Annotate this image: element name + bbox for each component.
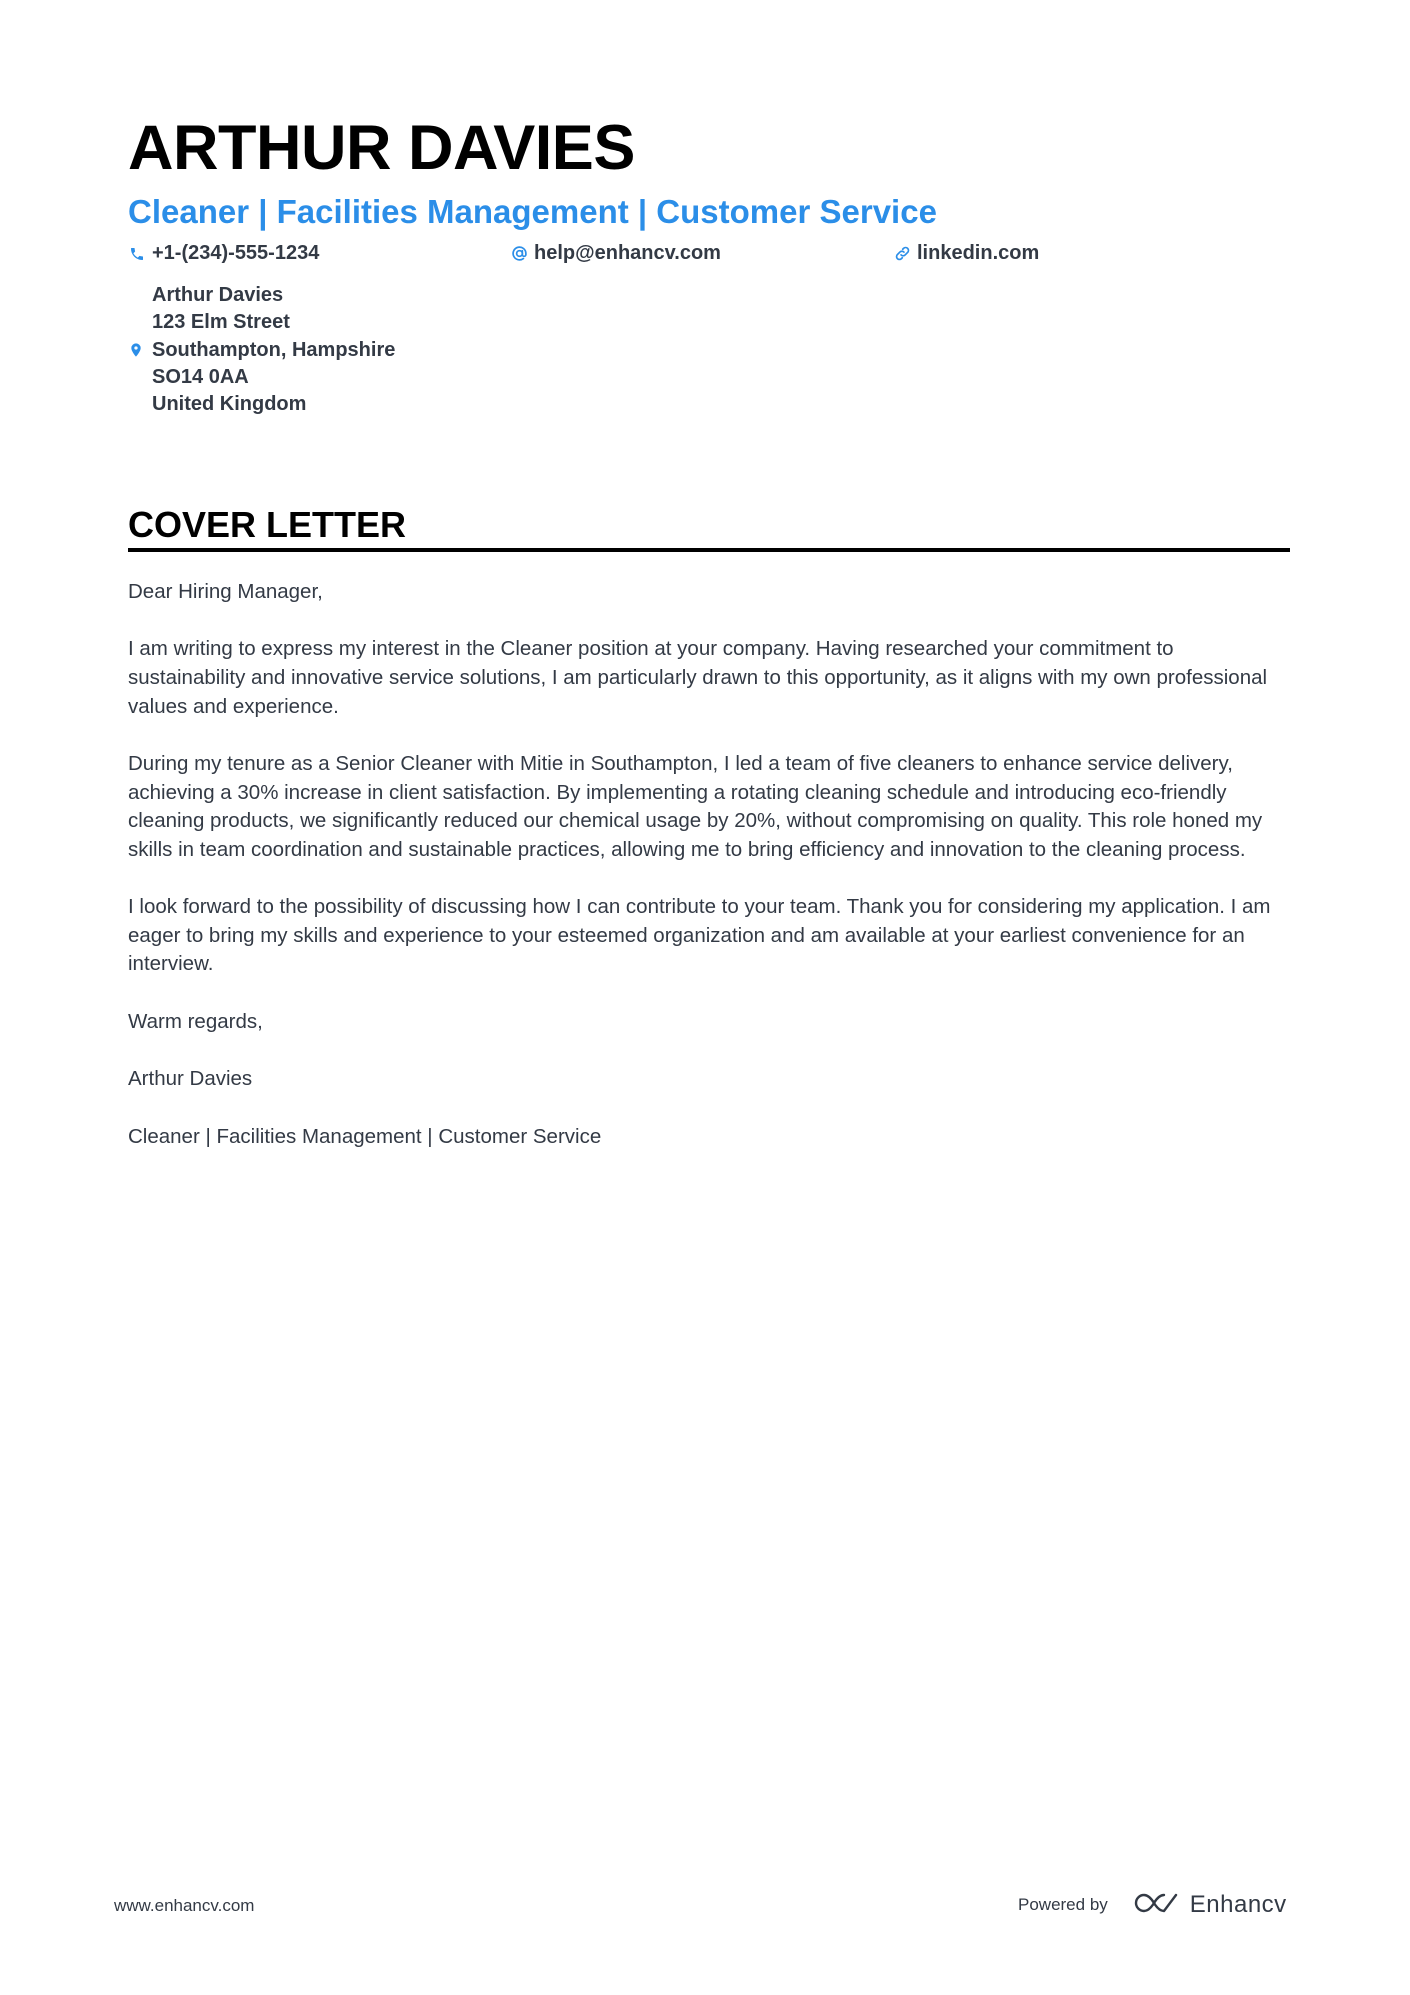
contact-row bbox=[128, 242, 1290, 270]
letter-paragraph: I am writing to express my interest in the Cleaner position at your company. Having researched your commitment to sustainability and innovative service solutions, I am particularly drawn to this opportunity, as it aligns with my own professional values and experience. bbox=[128, 637, 1268, 718]
section-divider bbox=[128, 548, 1290, 552]
linkedin-text: linkedin.com bbox=[917, 242, 1040, 264]
letter-paragraph: I look forward to the possibility of discussing how I can contribute to your team. Thank you for considering my application. I am eager to bring my skills and experience to your esteemed organization and am available at your earliest convenience for an interview. bbox=[128, 895, 1271, 976]
brand-name: Enhancv bbox=[1189, 1891, 1287, 1918]
address-lines bbox=[152, 282, 395, 418]
letter-closing: Warm regards, bbox=[128, 1009, 263, 1033]
location-pin-icon bbox=[128, 341, 146, 359]
footer-website[interactable]: www.enhancv.com bbox=[114, 1896, 255, 1915]
letter-greeting: Dear Hiring Manager, bbox=[128, 580, 323, 603]
phone-icon bbox=[128, 245, 146, 263]
enhancv-logo-icon bbox=[1134, 1891, 1182, 1920]
letter-signature-title: Cleaner | Facilities Management | Customer Service bbox=[128, 1124, 602, 1148]
applicant-name: ARTHUR DAVIES bbox=[128, 113, 635, 183]
footer-branding bbox=[1018, 1890, 1287, 1920]
address-line: Southampton, Hampshire bbox=[152, 338, 396, 361]
applicant-headline: Cleaner | Facilities Management | Customer Service bbox=[128, 193, 937, 230]
address-line: 123 Elm Street bbox=[152, 311, 290, 334]
address-line: Arthur Davies bbox=[152, 284, 284, 306]
letter-signature: Arthur Davies bbox=[128, 1067, 253, 1091]
brand-logo[interactable] bbox=[1134, 1891, 1287, 1920]
contact-linkedin[interactable] bbox=[893, 242, 1039, 265]
letter-paragraph: During my tenure as a Senior Cleaner with Mitie in Southampton, I led a team of five cleaners to enhance service delivery, achieving a 30% increase in client satisfaction. By implementing a rotating cleaning schedule and introducing eco-friendly cleaning products, we significantly reduced our chemical usage by 20%, without compromising on quality. This role honed my skills in team coordination and sustainable practices, allowing me to bring efficiency and innovation to the cleaning process. bbox=[128, 751, 1263, 861]
letter-body bbox=[128, 578, 1290, 1180]
link-icon bbox=[893, 245, 911, 263]
phone-text: +1-(234)-555-1234 bbox=[152, 242, 320, 264]
email-text: help@enhancv.com bbox=[534, 242, 721, 264]
contact-address bbox=[128, 282, 395, 418]
address-line: SO14 0AA bbox=[152, 365, 249, 388]
section-title: COVER LETTER bbox=[128, 504, 407, 545]
at-icon bbox=[510, 245, 528, 263]
address-line: United Kingdom bbox=[152, 393, 307, 416]
powered-by-text: Powered by bbox=[1018, 1895, 1108, 1914]
contact-phone[interactable] bbox=[128, 242, 319, 265]
contact-email[interactable] bbox=[510, 242, 721, 265]
